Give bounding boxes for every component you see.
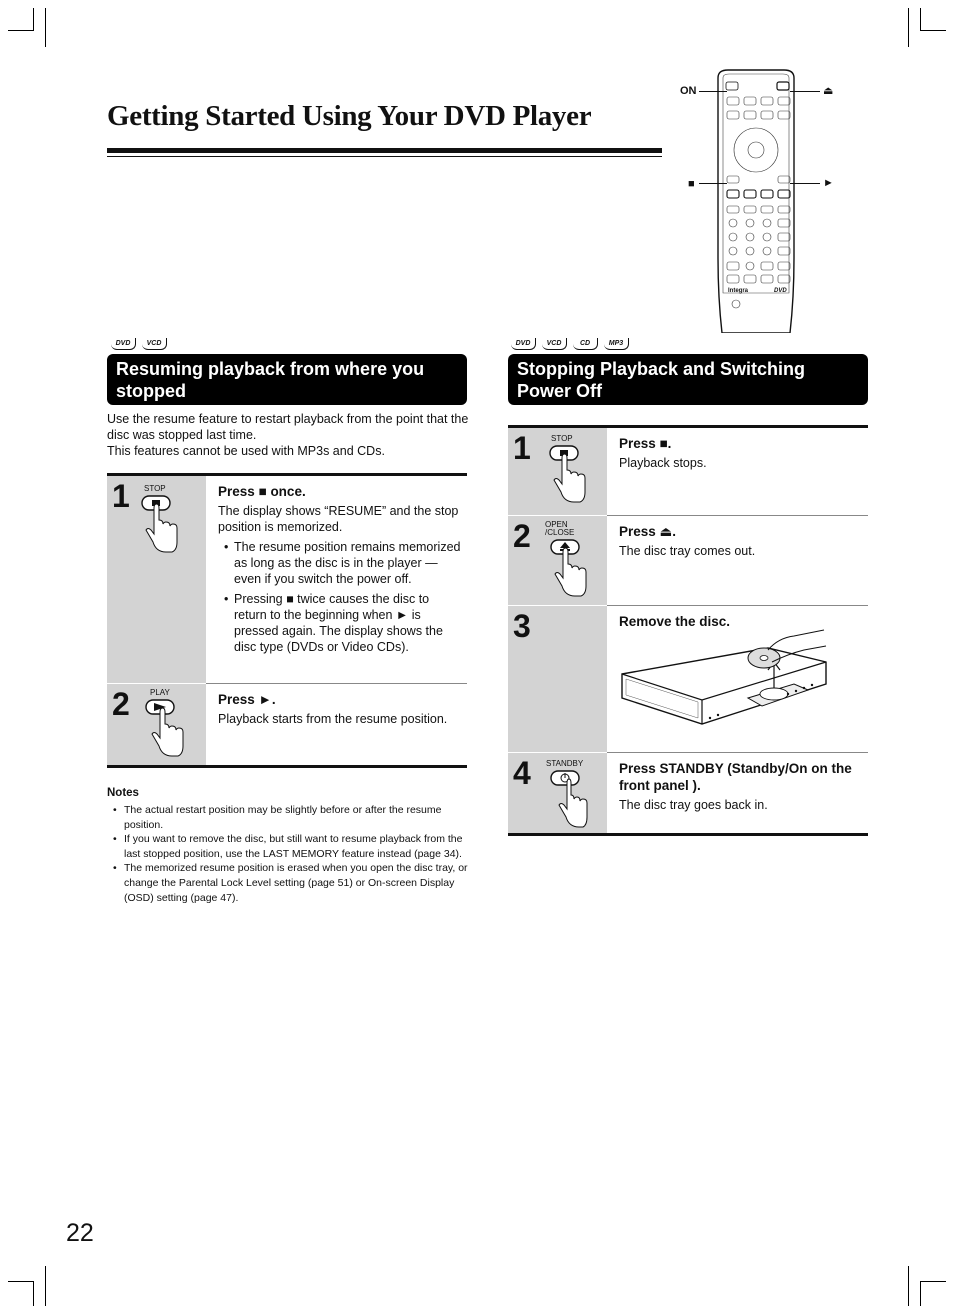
remote-on-label: ON [680,85,697,97]
badge-vcd: VCD [142,338,167,350]
intro-text [107,411,469,459]
step-title: Press ►. [218,692,276,707]
dvd-player-disc-removal-illustration [618,628,830,748]
hand-press-standby-icon [549,769,589,831]
step-content [218,691,463,727]
crop-mark [920,1281,921,1306]
step-text: The disc tray goes back in. [619,798,768,812]
intro-paragraph: This features cannot be used with MP3s and CDs. [107,444,385,458]
title-rule [107,148,662,153]
remote-control-illustration [714,68,798,333]
section-heading-stop: Stopping Playback and Switching Power Off [508,354,868,405]
step-number: 2 [513,518,531,554]
step-rule [107,765,467,768]
callout-line [699,183,727,184]
step-bullets [218,539,463,655]
crop-mark [920,30,946,31]
badge-dvd: DVD [111,338,136,350]
step-3 [508,606,868,752]
step-title: Press STANDBY (Standby/On on the front panel ). [619,761,852,793]
page-title: Getting Started Using Your DVD Player [107,100,592,132]
list-item: • The memorized resume position is erased when you open the disc tray, or change the Parental Lock Level setting (page 51) or On-screen Display (OSD) setting (page 47). [113,861,469,905]
button-label: PLAY [150,688,170,697]
step-text: Playback starts from the resume position. [218,712,448,726]
step-text: The display shows “RESUME” and the stop position is memorized. [218,504,459,534]
list-item: • The resume position remains memorized as long as the disc is in the player — even if you switch the power off. [224,539,463,587]
step-number: 3 [513,608,531,644]
badge-dvd: DVD [511,338,536,350]
step-number: 1 [513,430,531,466]
step-number: 1 [112,478,130,514]
notes-title: Notes [107,787,139,799]
disc-type-badges [111,338,167,352]
badge-cd: CD [573,338,598,350]
step-number: 2 [112,686,130,722]
hand-press-stop-icon [140,494,180,556]
remote-logo: DVD [774,288,787,294]
list-item: • Pressing ■ twice causes the disc to return to the beginning when ► is pressed again. The display shows the disc type (DVDs or Video CDs). [224,591,463,655]
list-item: • The actual restart position may be slightly before or after the resume position. [113,803,469,832]
intro-paragraph: Use the resume feature to restart playback from the point that the disc was stopped last time. [107,412,469,442]
step-content [619,435,864,471]
step-4 [508,753,868,834]
step-content [619,760,864,813]
step-2 [508,516,868,605]
button-label: /CLOSE [545,528,575,537]
button-label: STOP [551,434,573,443]
crop-mark [8,30,34,31]
crop-mark [45,1266,46,1306]
section-heading-resume: Resuming playback from where you stopped [107,354,467,405]
notes-list [113,803,469,905]
stop-steps [508,425,868,837]
button-label: STOP [144,484,166,493]
step-text: Playback stops. [619,456,707,470]
step-2 [107,684,467,766]
crop-mark [8,1281,34,1282]
stop-icon: ■ [688,178,695,190]
play-icon: ► [823,177,834,189]
step-1 [107,476,467,683]
step-rule [508,833,868,836]
title-rule [107,156,662,157]
button-label: OPEN [545,520,568,529]
page-number: 22 [66,1219,94,1247]
button-label: STANDBY [546,759,584,768]
badge-vcd: VCD [542,338,567,350]
step-title: Press ■ once. [218,484,306,499]
step-content [619,523,864,559]
crop-mark [33,1281,34,1306]
list-item: • If you want to remove the disc, but still want to resume playback from the last stopped position, use the LAST MEMORY feature instead (page 34). [113,832,469,861]
crop-mark [908,8,909,47]
eject-icon: ⏏ [823,85,834,97]
callout-line [699,91,727,92]
crop-mark [33,8,34,31]
hand-press-eject-icon [549,538,589,600]
crop-mark [45,8,46,47]
step-number: 4 [513,755,531,791]
step-title: Press ■. [619,436,672,451]
step-text: The disc tray comes out. [619,544,756,558]
step-content [218,483,463,659]
crop-mark [920,8,921,31]
callout-line [790,91,820,92]
disc-type-badges [511,338,629,352]
hand-press-stop-icon [548,444,588,506]
crop-mark [920,1281,946,1282]
hand-press-play-icon [144,698,186,760]
badge-mp3: MP3 [604,338,629,350]
step-title: Remove the disc. [619,614,731,629]
crop-mark [908,1266,909,1306]
remote-brand: Integra [728,288,749,294]
callout-line [790,183,820,184]
resume-steps [107,473,467,768]
step-title: Press ⏏. [619,524,677,539]
step-1 [508,428,868,515]
